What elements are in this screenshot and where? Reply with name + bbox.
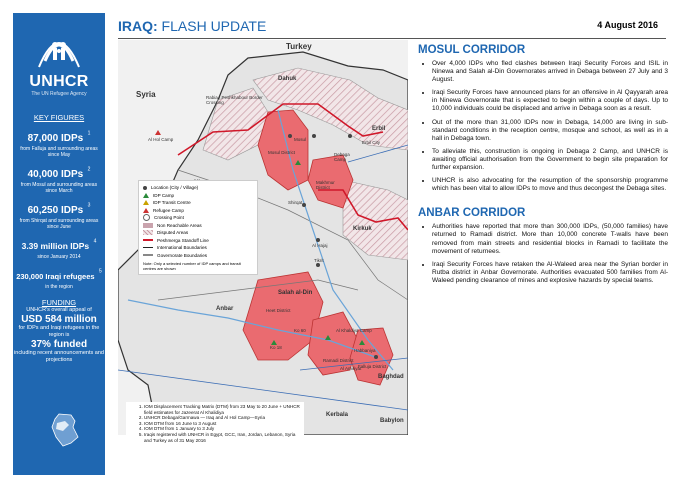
funding-line: UNHCR's overall appeal of	[26, 307, 92, 313]
legend-item: IDP Camp	[143, 192, 253, 200]
legend-item: IDP Transit Centre	[143, 199, 253, 207]
title-rest: FLASH UPDATE	[157, 18, 267, 34]
footnote: 4. IOM DTM from 1 January to 3 July	[144, 426, 300, 432]
city-dot	[316, 263, 320, 267]
mosul-corridor-title: MOSUL CORRIDOR	[418, 44, 526, 56]
label-habbaniya: Habbaniya	[354, 348, 376, 353]
footnote-ref: 5	[99, 268, 102, 275]
report-date: 4 August 2016	[597, 20, 658, 30]
legend-item: Disputed Areas	[143, 229, 253, 237]
legend-item: Crossing Point	[143, 214, 253, 222]
footnote: 2. UNHCR Debaga/Garmawa — Iraq and Al Hol Camp—Syria	[144, 415, 300, 421]
bullet: • Out of the more than 31,000 IDPs now in Debaga, 14,000 are living in sub-standard conditions in the reception centre, mosque and school, as well as in a hall in Debaga town.	[432, 119, 668, 143]
sidebar	[13, 13, 105, 475]
label-salah: Salah al-Din	[278, 290, 313, 296]
org-name: UNHCR	[29, 73, 89, 90]
key-figure	[13, 266, 105, 290]
iraq-locator-map-icon	[51, 413, 79, 447]
city-dot	[348, 134, 352, 138]
legend-item: Non Reachable Areas	[143, 222, 253, 230]
legend-item: Refugee Camp	[143, 207, 253, 215]
footnote: 1. IOM Displacement Tracking Matrix (DTM) from 23 May to 20 June + UNHCR field estimates for Jazeerat Al Khalidiya	[144, 404, 300, 415]
unhcr-logo	[13, 13, 105, 105]
label-erbil-city: Erbil City	[362, 140, 381, 145]
label-ko60: Ko 60	[294, 328, 306, 333]
label-syria: Syria	[136, 90, 156, 99]
key-figure-desc: since January 2014	[37, 254, 81, 260]
label-shirqat: Shirqat	[288, 200, 303, 205]
funded-percent: 37% funded	[30, 339, 88, 350]
legend-item: Peshmerga Standoff Line	[143, 237, 253, 245]
key-figure-desc: from Shirqat and surrounding areas since June	[19, 218, 99, 230]
key-figures-title: KEY FIGURES	[33, 113, 85, 122]
label-dahuk: Dahuk	[278, 76, 297, 82]
label-rabia: Rabia / Peshkhabour Border Crossing	[206, 95, 263, 105]
title-prefix: IRAQ:	[118, 18, 158, 34]
key-figure	[13, 128, 105, 158]
label-erbil: Erbil	[372, 126, 386, 132]
text-column	[406, 40, 668, 440]
bullet: • To alleviate this, construction is ongoing in Debaga 2 Camp, and UNHCR is awaiting official authorisation from the Government to begin site preparation for further expansion.	[432, 148, 668, 172]
bullet: • Authorities have reported that more than 300,000 IDPs, (50,000 families) have returned to Ramadi district. More than 10,000 concrete T-walls have been removed from main streets and residential blocks in Ramadi to facilitate the movement of returnees.	[432, 223, 668, 255]
label-mosul-city: Mosul	[294, 137, 307, 142]
label-al-hol: Al Hol Camp	[148, 137, 174, 142]
city-dot	[312, 134, 316, 138]
bullet: • UNHCR is also advocating for the resumption of the sponsorship programme which has been vital to allow IDPs to move and thus decongest the Debaga sites.	[432, 177, 668, 193]
label-turkey: Turkey	[286, 42, 312, 51]
label-baghdad: Baghdad	[378, 374, 404, 380]
city-dot	[288, 134, 292, 138]
bullet: • Iraqi Security Forces have retaken the Al-Waleed area near the Syrian border in Rutba district in Anbar Governorate. Authorities evacuated 500 families from Al-Waleed pending clearance of mines and explosive hazards by special teams.	[432, 261, 668, 285]
footnote-ref: 1	[87, 130, 91, 137]
label-kirkuk: Kirkuk	[353, 226, 372, 232]
key-figure-number: 40,000 IDPs	[27, 169, 84, 180]
footnotes	[126, 402, 304, 445]
key-figure	[13, 164, 105, 194]
label-falluja: Falluja District	[358, 364, 387, 369]
key-figure-desc: from Mosul and surrounding areas since March	[20, 182, 98, 194]
legend-item: International Boundaries	[143, 244, 253, 252]
key-figure-desc: from Falluja and surrounding areas since May	[20, 146, 98, 158]
mosul-bullets	[406, 60, 668, 193]
label-makhmur: Makhmur District	[316, 180, 335, 190]
funding-line: for IDPs and Iraqi refugees in the region is	[18, 325, 100, 338]
key-figure-desc: in the region	[45, 284, 73, 290]
key-figure-number: 230,000 Iraqi refugees	[16, 272, 95, 281]
key-figure-number: 87,000 IDPs	[27, 133, 84, 144]
footnote-ref: 4	[93, 238, 97, 245]
city-dot	[302, 203, 306, 207]
label-ramadi: Ramadi District	[323, 358, 354, 363]
legend-item: Location (City / Village)	[143, 184, 253, 192]
legend-note: Note: Only a selected number of IDP camps and transit centres are shown	[143, 261, 241, 271]
header-divider	[118, 38, 666, 39]
label-amiriyat: Al Amiriyat	[340, 366, 362, 371]
label-kerbala: Kerbala	[326, 412, 349, 418]
label-ko18: Ko 18	[270, 345, 282, 350]
footnote-ref: 3	[87, 202, 91, 209]
legend-item: Governorate Boundaries	[143, 252, 253, 260]
footnote-ref: 2	[87, 166, 91, 173]
key-figure	[13, 200, 105, 230]
label-anbar: Anbar	[216, 306, 234, 312]
page-title	[118, 18, 266, 34]
funding-line: including recent announcements and projections	[14, 350, 104, 363]
label-tikrit: Tikrit	[314, 258, 324, 263]
funding-title: FUNDING	[41, 298, 77, 307]
label-debaga: Debaga Camp	[334, 152, 350, 162]
city-dot	[316, 238, 320, 242]
label-khaldiya: Al Khaldiya Camp	[336, 328, 372, 333]
org-subtitle: The UN Refugee Agency	[31, 91, 87, 97]
footnote: 3. IOM DTM from 16 June to 3 August	[144, 421, 300, 427]
key-figure-number: 60,250 IDPs	[27, 205, 84, 216]
key-figure-number: 3.39 million IDPs	[21, 241, 90, 251]
city-dot	[374, 355, 378, 359]
label-heet: Heet District	[266, 308, 291, 313]
anbar-corridor-title: ANBAR CORRIDOR	[418, 207, 526, 220]
anbar-bullets	[406, 223, 668, 285]
label-al-hajaj: Al Hajaj	[312, 243, 328, 248]
map-legend	[138, 180, 258, 275]
funding-amount: USD 584 million	[21, 314, 97, 325]
unhcr-emblem-icon	[35, 21, 83, 71]
label-babylon: Babylon	[380, 418, 404, 424]
bullet: • Iraqi Security Forces have announced plans for an offensive in Al Qayyarah area in Ninewa Governorate that is expected to begin within a couple of days. Up to 10,000 individuals could be displaced and arrive in Debaga soon as a result.	[432, 89, 668, 113]
label-mosul-district: Mosul District	[268, 150, 296, 155]
footnote: 5. Iraqis registered with UNHCR in Egypt, GCC, Iran, Jordan, Lebanon, Syria and Turkey as of 31 May 2016	[144, 432, 300, 443]
bullet: • Over 4,000 IDPs who fled clashes between Iraqi Security Forces and ISIL in Ninewa and Salah al-Din Governorates arrived in Debaga between 27 July and 3 August.	[432, 60, 668, 84]
key-figure	[13, 236, 105, 260]
